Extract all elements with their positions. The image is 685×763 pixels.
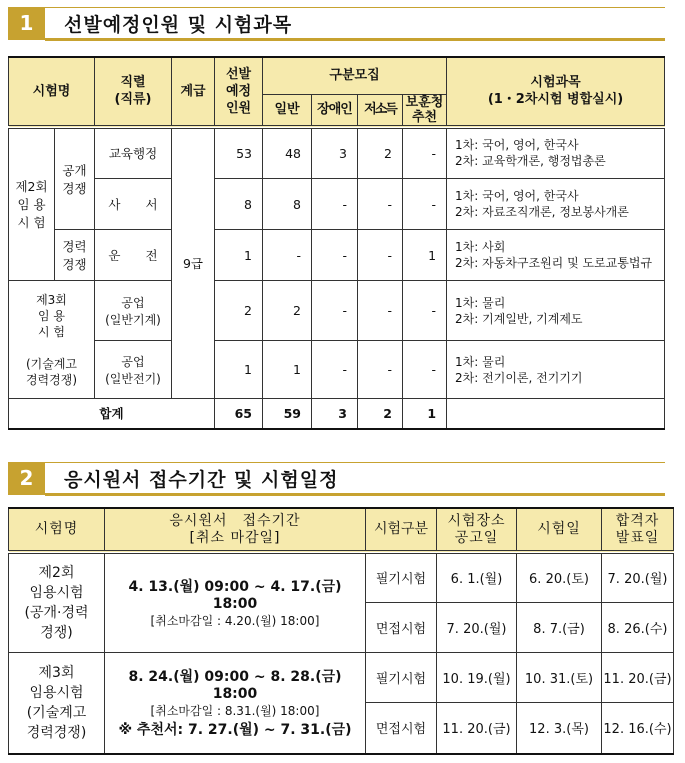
open-competition: 공개 경쟁 xyxy=(55,127,95,230)
schedule-table xyxy=(8,507,674,755)
job: 공업 (일반기계) xyxy=(95,281,172,341)
section-title: 선발예정인원 및 시험과목 xyxy=(64,14,293,36)
low-income: - xyxy=(358,179,403,230)
result-date: 8. 26.(수) xyxy=(602,602,674,652)
section-2-header xyxy=(8,462,665,496)
header-job: 직렬 (직류) xyxy=(95,57,172,127)
exam-type: 면접시험 xyxy=(366,602,437,652)
exam-name: 제3회 임용시험 (기술계고 경력경쟁) xyxy=(9,652,105,754)
subject-1: 1차: 물리 xyxy=(455,295,506,310)
subjects xyxy=(447,127,665,179)
cancel-deadline: [취소마감일 : 4.20.(월) 18:00] xyxy=(150,614,320,629)
result-date: 11. 20.(금) xyxy=(602,652,674,702)
venue-date: 11. 20.(금) xyxy=(437,702,517,754)
exam-date: 10. 31.(토) xyxy=(517,652,602,702)
section-number: 1 xyxy=(8,7,45,40)
subject-2: 2차: 기계일반, 기계제도 xyxy=(455,311,583,326)
total-label: 합계 xyxy=(9,399,215,429)
venue-date: 10. 19.(월) xyxy=(437,652,517,702)
disabled: - xyxy=(312,230,358,281)
veteran: 1 xyxy=(403,230,447,281)
exam-type: 필기시험 xyxy=(366,552,437,602)
low-income: 2 xyxy=(358,127,403,179)
header-period: 응시원서 접수기간 [취소 마감일] xyxy=(105,508,366,552)
result-date: 7. 20.(월) xyxy=(602,552,674,602)
recommendation-note: ※ 추천서: 7. 27.(월) ~ 7. 31.(금) xyxy=(118,722,352,739)
venue-date: 6. 1.(월) xyxy=(437,552,517,602)
veteran: - xyxy=(403,341,447,399)
subject-2: 2차: 교육학개론, 행정법총론 xyxy=(455,154,606,169)
total-low-income: 2 xyxy=(358,399,403,429)
header-veteran: 보훈청 추천 xyxy=(403,94,447,127)
low-income: - xyxy=(358,230,403,281)
header-subjects: 시험과목 (1・2차시험 병합실시) xyxy=(447,57,665,127)
exam-type: 필기시험 xyxy=(366,652,437,702)
low-income: - xyxy=(358,281,403,341)
total-veteran: 1 xyxy=(403,399,447,429)
job: 운 전 xyxy=(95,230,172,281)
planned: 8 xyxy=(215,179,263,230)
planned: 53 xyxy=(215,127,263,179)
exam-date: 8. 7.(금) xyxy=(517,602,602,652)
header-grade: 계급 xyxy=(172,57,215,127)
header-disabled: 장애인 xyxy=(312,94,358,127)
header-date: 시험일 xyxy=(517,508,602,552)
general: 8 xyxy=(263,179,312,230)
exam-date: 12. 3.(목) xyxy=(517,702,602,754)
header-planned: 선발 예정 인원 xyxy=(215,57,263,127)
header-result: 합격자 발표일 xyxy=(602,508,674,552)
cancel-deadline: [취소마감일 : 8.31.(월) 18:00] xyxy=(150,704,320,719)
disabled: - xyxy=(312,179,358,230)
total-row xyxy=(9,399,665,429)
header-recruit-group: 구분모집 xyxy=(263,57,447,94)
exam-2: 제2회 임 용 시 험 xyxy=(9,127,55,281)
exam-name: 제2회 임용시험 (공개·경력 경쟁) xyxy=(9,552,105,652)
disabled: 3 xyxy=(312,127,358,179)
header-low-income: 저소득 xyxy=(358,94,403,127)
job: 공업 (일반전기) xyxy=(95,341,172,399)
general: 1 xyxy=(263,341,312,399)
general: 48 xyxy=(263,127,312,179)
header-exam: 시험명 xyxy=(9,57,95,127)
section-number: 2 xyxy=(8,462,45,495)
subject-1: 1차: 국어, 영어, 한국사 xyxy=(455,138,579,153)
subject-1: 1차: 국어, 영어, 한국사 xyxy=(455,189,579,203)
subject-2: 2차: 자동차구조원리 및 도로교통법규 xyxy=(455,256,653,270)
planned: 1 xyxy=(215,230,263,281)
venue-date: 7. 20.(월) xyxy=(437,602,517,652)
veteran: - xyxy=(403,281,447,341)
general: 2 xyxy=(263,281,312,341)
section-title: 응시원서 접수기간 및 시험일정 xyxy=(64,469,339,491)
result-date: 12. 16.(수) xyxy=(602,702,674,754)
exam-3: 제3회 임 용 시 험 (기술계고 경력경쟁) xyxy=(9,281,95,399)
disabled: - xyxy=(312,341,358,399)
period: 4. 13.(월) 09:00 ~ 4. 17.(금) 18:00 xyxy=(128,579,342,613)
subject-2: 2차: 자료조직개론, 정보봉사개론 xyxy=(455,205,629,219)
subjects xyxy=(447,230,665,281)
application-period xyxy=(105,652,366,754)
subjects xyxy=(447,179,665,230)
subjects xyxy=(447,281,665,341)
subjects xyxy=(447,341,665,399)
period: 8. 24.(월) 09:00 ~ 8. 28.(금) 18:00 xyxy=(128,669,342,703)
section-1-header xyxy=(8,7,665,41)
recruitment-table xyxy=(8,56,665,430)
total-planned: 65 xyxy=(215,399,263,429)
veteran: - xyxy=(403,127,447,179)
exam-type: 면접시험 xyxy=(366,702,437,754)
job: 교육행정 xyxy=(95,127,172,179)
total-general: 59 xyxy=(263,399,312,429)
subject-1: 1차: 물리 xyxy=(455,354,506,369)
planned: 2 xyxy=(215,281,263,341)
total-disabled: 3 xyxy=(312,399,358,429)
general: - xyxy=(263,230,312,281)
exam-date: 6. 20.(토) xyxy=(517,552,602,602)
disabled: - xyxy=(312,281,358,341)
job: 사 서 xyxy=(95,179,172,230)
subject-1: 1차: 사회 xyxy=(455,240,506,254)
career-competition: 경력 경쟁 xyxy=(55,230,95,281)
grade: 9급 xyxy=(172,127,215,399)
header-general: 일반 xyxy=(263,94,312,127)
application-period xyxy=(105,552,366,652)
veteran: - xyxy=(403,179,447,230)
low-income: - xyxy=(358,341,403,399)
header-type: 시험구분 xyxy=(366,508,437,552)
header-exam: 시험명 xyxy=(9,508,105,552)
subject-2: 2차: 전기이론, 전기기기 xyxy=(455,370,583,385)
header-venue: 시험장소 공고일 xyxy=(437,508,517,552)
planned: 1 xyxy=(215,341,263,399)
